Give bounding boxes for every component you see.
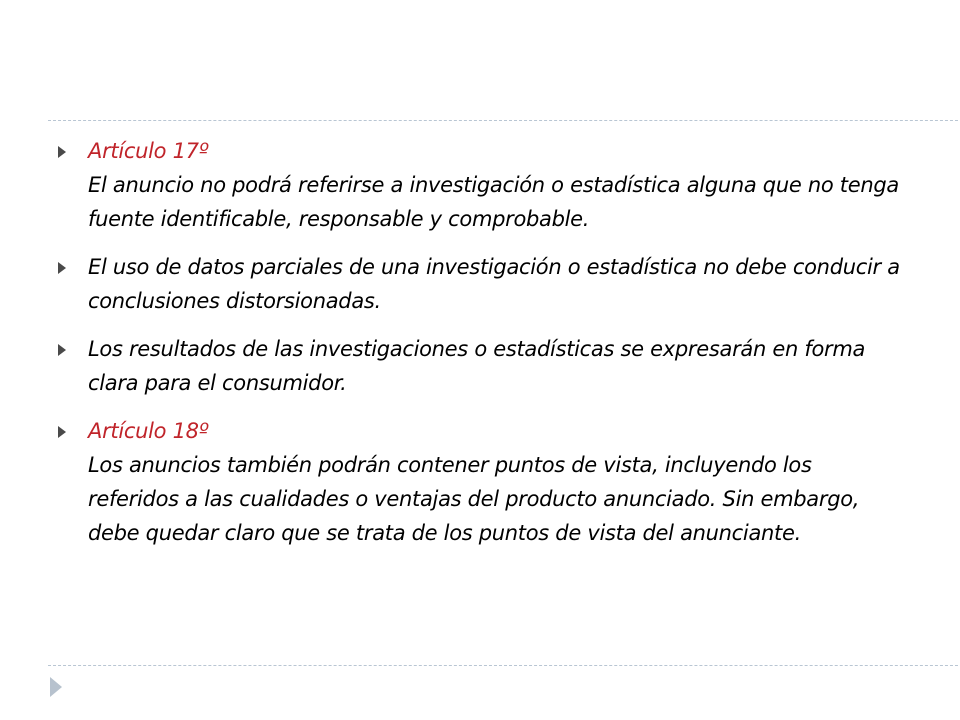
- bullet-item-articulo-18: [56, 414, 906, 550]
- bullet-item-articulo-17: [56, 134, 906, 236]
- bullet-triangle-icon: [58, 262, 66, 274]
- nav-arrow-icon[interactable]: [50, 677, 62, 697]
- bullet-text: El anuncio no podrá referirse a investigación o estadística alguna que no tenga fuente identificable, responsable y comprobable.: [88, 173, 899, 231]
- bullet-heading: Artículo 17º: [88, 139, 209, 163]
- top-divider: [48, 120, 960, 121]
- bullet-triangle-icon: [58, 344, 66, 356]
- bullet-text: El uso de datos parciales de una investigación o estadística no debe conducir a conclusiones distorsionadas.: [88, 255, 900, 313]
- bullet-text: Los anuncios también podrán contener puntos de vista, incluyendo los referidos a las cualidades o ventajas del producto anunciado. Sin embargo, debe quedar claro que se trata de los puntos de vista del anunciante.: [88, 453, 860, 545]
- bullet-triangle-icon: [58, 426, 66, 438]
- bullet-triangle-icon: [58, 146, 66, 158]
- slide-content: [56, 134, 906, 564]
- bullet-item-resultados: [56, 332, 906, 400]
- bullet-text: Los resultados de las investigaciones o estadísticas se expresarán en forma clara para el consumidor.: [88, 337, 866, 395]
- bullet-item-datos-parciales: [56, 250, 906, 318]
- bullet-heading: Artículo 18º: [88, 419, 209, 443]
- bottom-divider: [48, 665, 960, 666]
